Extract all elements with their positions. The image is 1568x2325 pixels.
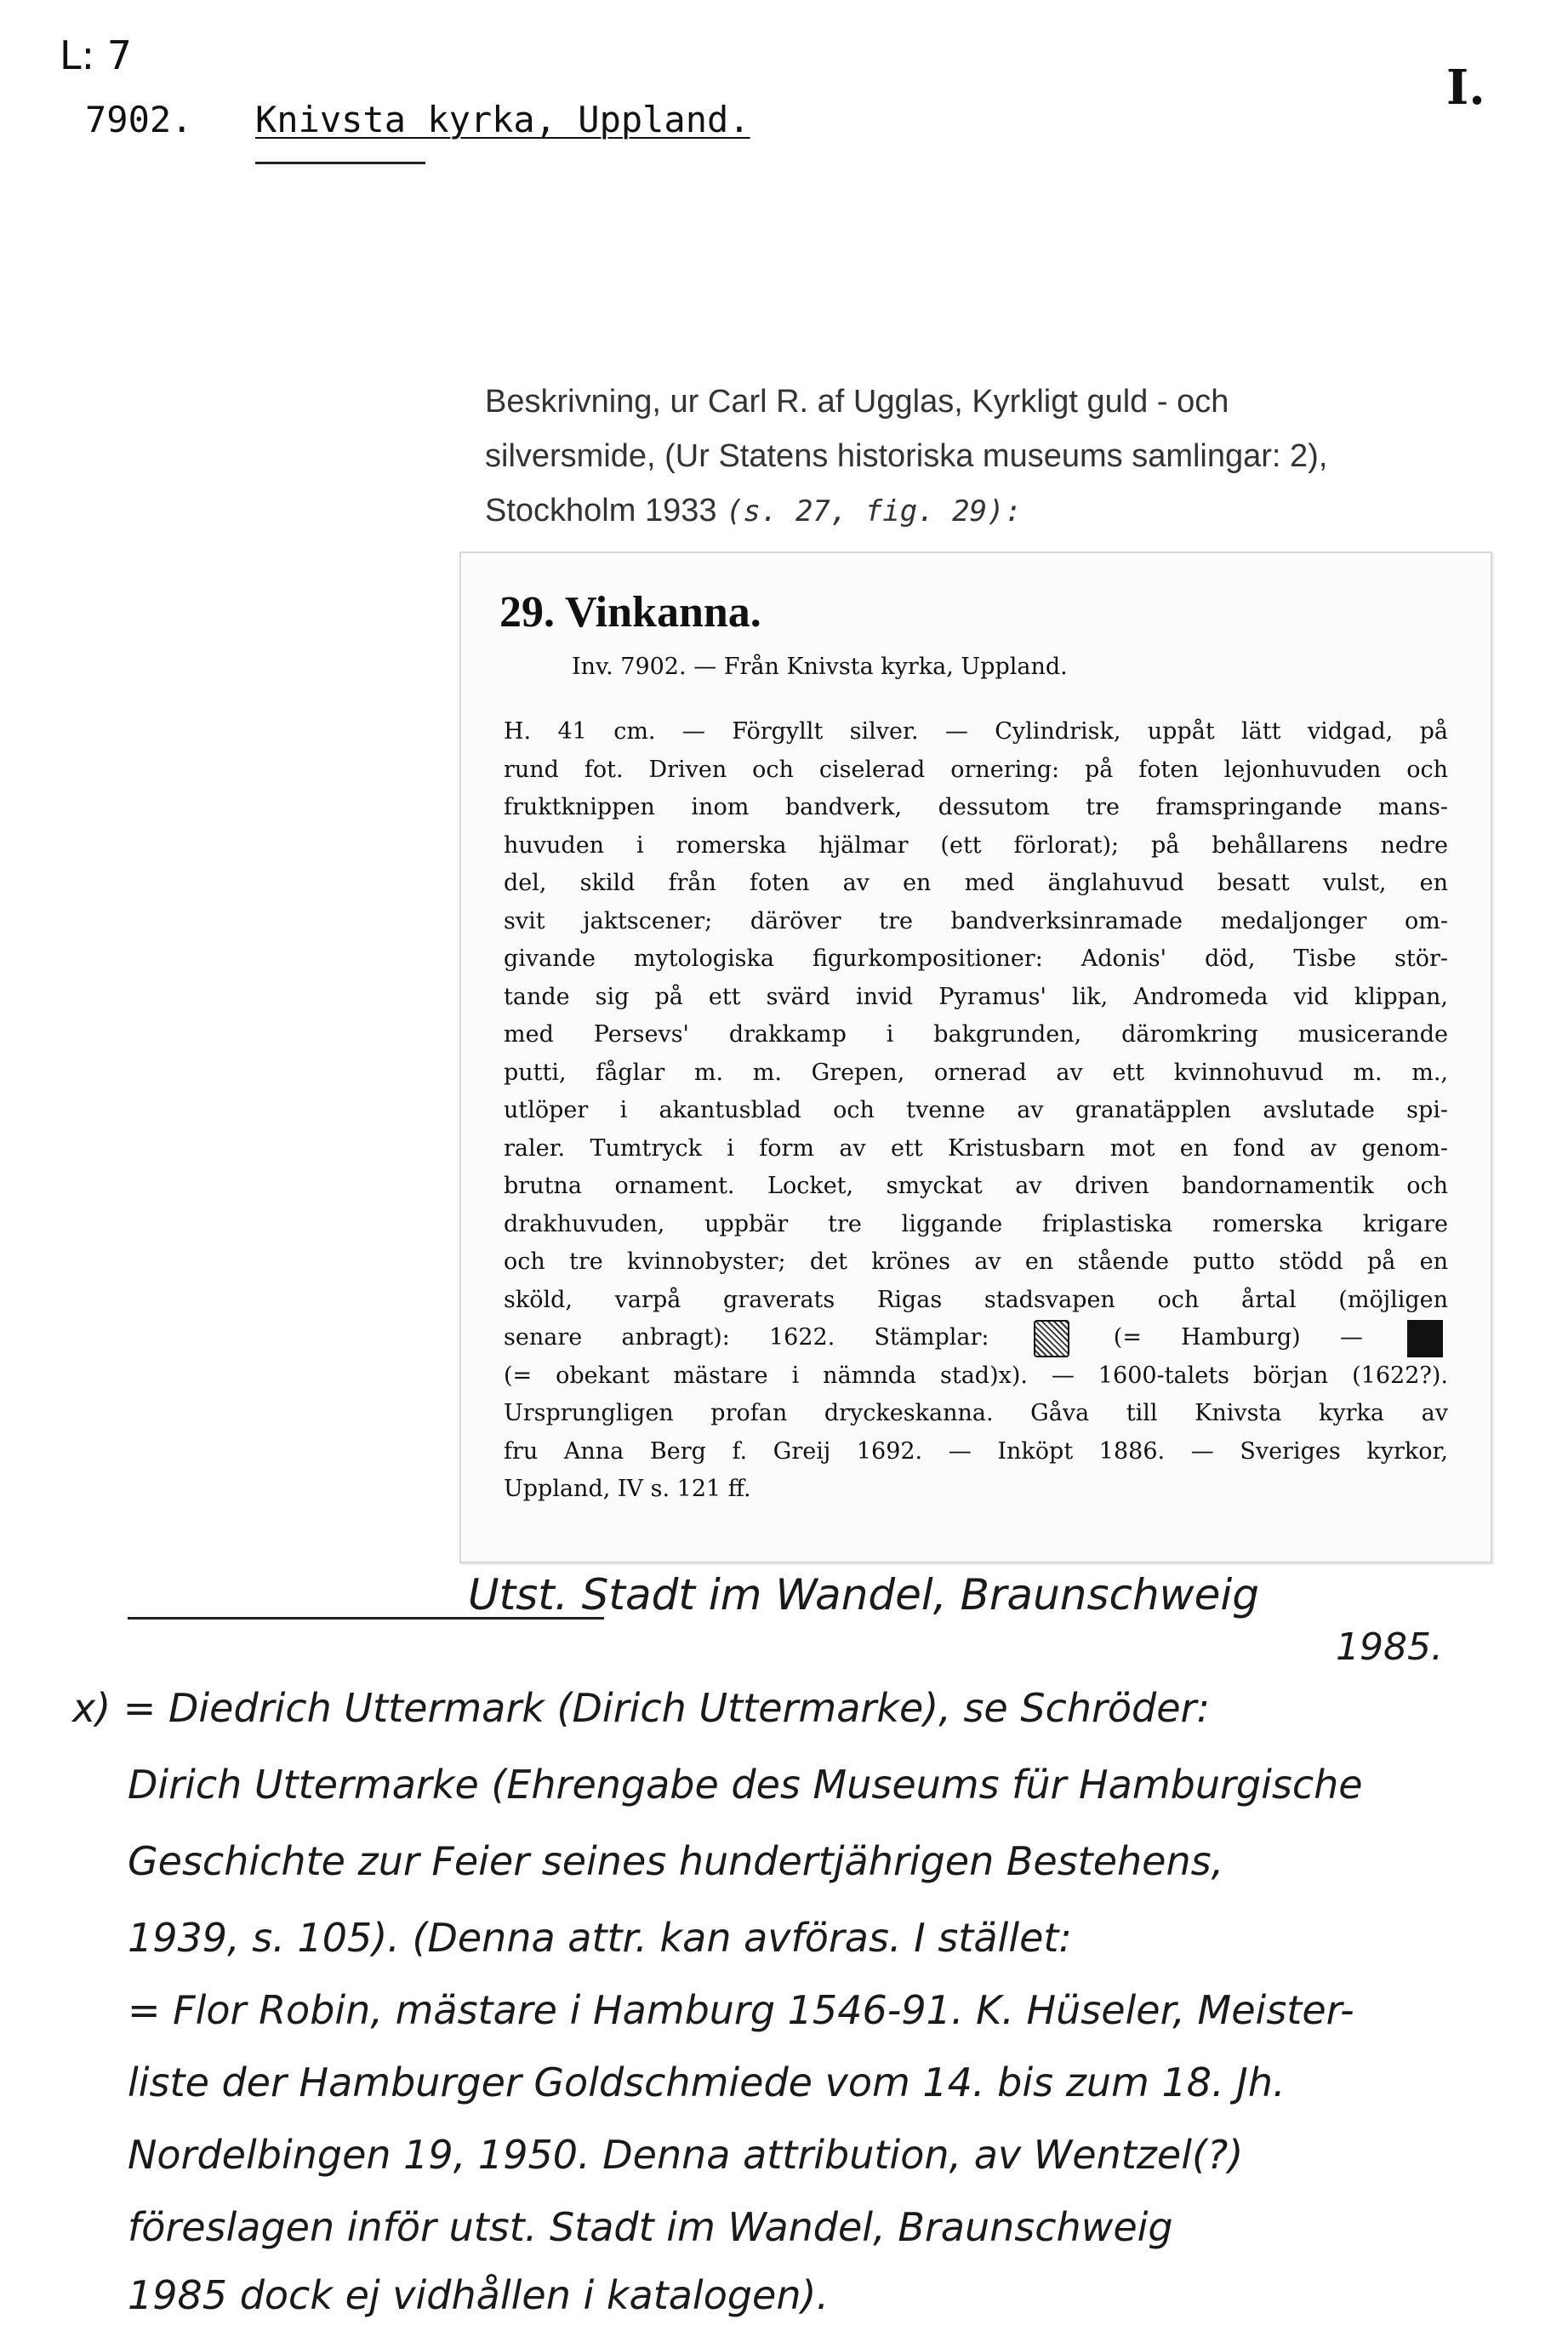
- body-line: utlöper i akantusblad och tvenne av granatäpplen avslutade spi-: [504, 1097, 1448, 1123]
- body-line: rund fot. Driven och ciselerad ornering: på foten lejonhuvuden och: [504, 756, 1448, 783]
- handwritten-line: Nordelbingen 19, 1950. Denna attribution, av Wentzel(?): [128, 2132, 1244, 2178]
- citation-line: Beskrivning, ur Carl R. af Ugglas, Kyrkligt guld - och: [485, 384, 1229, 420]
- citation-line: [485, 483, 1506, 539]
- citation-handwritten-ref: (s. 27, fig. 29):: [726, 494, 1023, 528]
- body-line: tande sig på ett svärd invid Pyramus' lik, Andromeda vid klippan,: [504, 983, 1448, 1010]
- citation-line: silversmide, (Ur Statens historiska museums samlingar: 2),: [485, 438, 1328, 474]
- stamp-line-a: senare anbragt): 1622. Stämplar:: [504, 1324, 989, 1351]
- exhibition-note-year: 1985.: [1336, 1625, 1443, 1669]
- handwritten-line: Dirich Uttermarke (Ehrengabe des Museums für Hamburgische: [128, 1762, 1363, 1808]
- clipping-body: [504, 713, 1448, 1509]
- clipping-heading: 29. Vinkanna.: [499, 588, 761, 637]
- body-line: svit jaktscener; däröver tre bandverksinramade medaljonger om-: [504, 907, 1448, 934]
- body-line: drakhuvuden, uppbär tre liggande friplastiska romerska krigare: [504, 1210, 1448, 1237]
- catalog-clipping: [459, 551, 1492, 1563]
- body-line: fru Anna Berg f. Greij 1692. — Inköpt 1886. — Sveriges kyrkor,: [504, 1437, 1448, 1465]
- handwritten-line: 1985 dock ej vidhållen i katalogen).: [128, 2272, 830, 2318]
- body-line: och tre kvinnobyster; det krönes av en stående putto stödd på en: [504, 1248, 1448, 1275]
- body-line: med Persevs' drakkamp i bakgrunden, däromkring musicerande: [504, 1021, 1448, 1048]
- body-line: Uppland, IV s. 121 ff.: [504, 1476, 751, 1502]
- body-line: huvuden i romerska hjälmar (ett förlorat); på behållarens nedre: [504, 831, 1448, 859]
- card-title: Knivsta kyrka, Uppland.: [255, 99, 750, 140]
- handwritten-line: 1939, s. 105). (Denna attr. kan avföras. I stället:: [128, 1915, 1072, 1961]
- handwritten-line: = Flor Robin, mästare i Hamburg 1546-91. K. Hüseler, Meister-: [128, 1987, 1354, 2033]
- stamp-line: [504, 1319, 1448, 1357]
- handwritten-line: liste der Hamburger Goldschmiede vom 14. bis zum 18. Jh.: [128, 2059, 1286, 2105]
- citation-place-year: Stockholm 1933: [485, 493, 717, 528]
- handwritten-line: Geschichte zur Feier seines hundertjährigen Bestehens,: [128, 1838, 1224, 1884]
- body-line: givande mytologiska figurkompositioner: Adonis' död, Tisbe stör-: [504, 945, 1448, 972]
- handwritten-line: x) = Diedrich Uttermark (Dirich Uttermarke), se Schröder:: [72, 1685, 1210, 1731]
- body-line: H. 41 cm. — Förgyllt silver. — Cylindrisk, uppåt lätt vidgad, på: [504, 718, 1448, 745]
- stamp-line-b: (= Hamburg) —: [1113, 1324, 1363, 1351]
- page-number: I.: [1446, 60, 1485, 116]
- body-line: brutna ornament. Locket, smyckat av driven bandornamentik och: [504, 1173, 1448, 1199]
- body-line: putti, fåglar m. m. Grepen, ornerad av ett kvinnohuvud m. m.,: [504, 1059, 1448, 1086]
- master-stamp-icon: [1407, 1320, 1443, 1357]
- body-line: Ursprungligen profan dryckeskanna. Gåva till Knivsta kyrka av: [504, 1400, 1448, 1426]
- citation-block: [485, 374, 1506, 539]
- exhibition-note: Utst. Stadt im Wandel, Braunschweig: [468, 1570, 1259, 1620]
- body-line: (= obekant mästare i nämnda stad)x). — 1600-talets början (1622?).: [504, 1362, 1448, 1389]
- body-line: sköld, varpå graverats Rigas stadsvapen och årtal (möjligen: [504, 1286, 1448, 1313]
- body-line: raler. Tumtryck i form av ett Kristusbarn mot en fond av genom-: [504, 1134, 1448, 1162]
- inventory-number: 7902.: [85, 99, 193, 140]
- clipping-subheading: Inv. 7902. — Från Knivsta kyrka, Uppland.: [572, 654, 1068, 680]
- corner-code: L: 7: [60, 32, 133, 78]
- body-line: del, skild från foten av en med änglahuvud besatt vulst, en: [504, 870, 1448, 896]
- hamburg-stamp-icon: [1034, 1320, 1069, 1357]
- handwritten-line: föreslagen inför utst. Stadt im Wandel, Braunschweig: [128, 2204, 1173, 2250]
- body-line: fruktknippen inom bandverk, dessutom tre framspringande mans-: [504, 794, 1448, 820]
- title-rule: [255, 162, 425, 164]
